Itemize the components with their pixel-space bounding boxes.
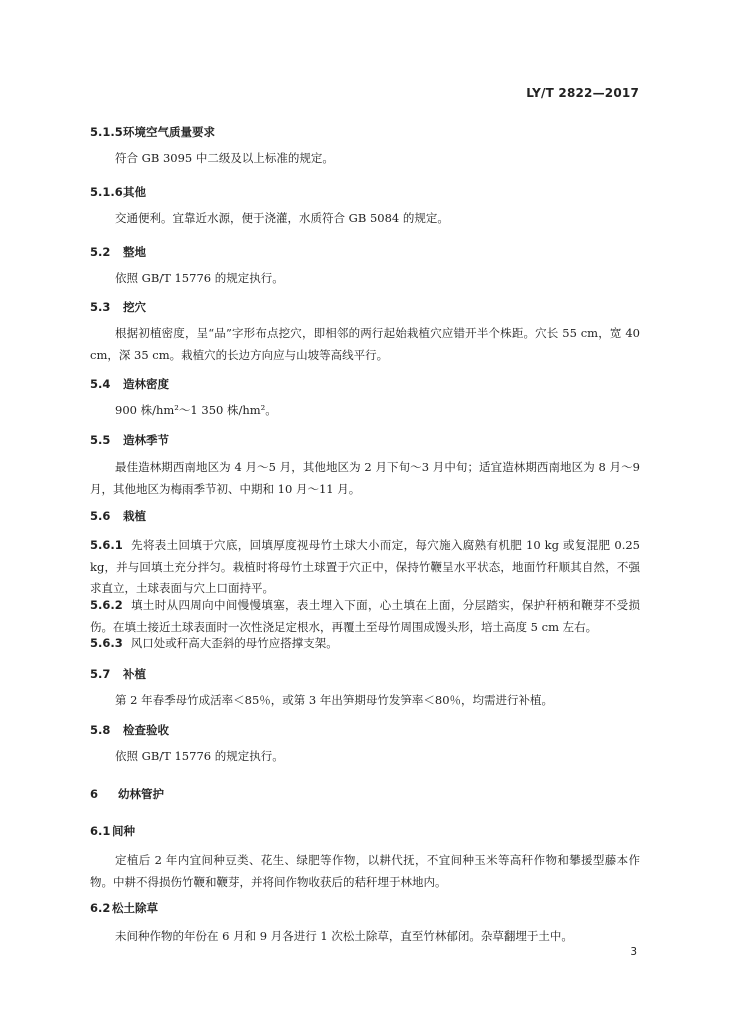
section-number: 5.3 bbox=[90, 300, 111, 314]
section-number: 5.5 bbox=[90, 433, 111, 447]
clause-5-6-1 bbox=[90, 535, 640, 600]
paragraph-5-8: 依照 GB/T 15776 的规定执行。 bbox=[115, 749, 284, 763]
section-title: 间种 bbox=[112, 824, 135, 838]
section-number: 5.1.6 bbox=[90, 185, 123, 199]
section-title: 造林密度 bbox=[123, 377, 169, 391]
heading-5-4 bbox=[90, 376, 169, 392]
section-title: 环境空气质量要求 bbox=[123, 125, 215, 139]
heading-5-5 bbox=[90, 432, 169, 448]
clause-number: 5.6.3 bbox=[90, 636, 123, 650]
section-title: 挖穴 bbox=[123, 300, 146, 314]
section-number: 6.2 bbox=[90, 901, 111, 915]
section-number: 6 bbox=[90, 787, 99, 801]
clause-text: 先将表土回填于穴底，回填厚度视母竹土球大小而定，每穴施入腐熟有机肥 10 kg 或复混肥 0.25 kg，并与回填土充分拌匀。栽植时将母竹土球置于穴正中，保持竹鞭呈水平状态，地面竹秆顺其自然，不强求直立，土球表面与穴上口面持平。 bbox=[90, 538, 640, 595]
clause-text: 填土时从四周向中间慢慢填塞，表土埋入下面，心土填在上面，分层踏实，保护秆柄和鞭芽不受损伤。在填土接近土球表面时一次性浇足定根水，再覆土至母竹周围成馒头形，培土高度 5 cm 左右。 bbox=[90, 598, 640, 634]
paragraph-5-4: 900 株/hm²～1 350 株/hm²。 bbox=[115, 403, 277, 417]
section-number: 5.1.5 bbox=[90, 125, 123, 139]
section-number: 5.7 bbox=[90, 667, 111, 681]
paragraph-5-7: 第 2 年春季母竹成活率＜85％，或第 3 年出笋期母竹发笋率＜80％，均需进行补植。 bbox=[115, 693, 554, 707]
section-number: 5.8 bbox=[90, 723, 111, 737]
heading-5-2 bbox=[90, 244, 146, 260]
heading-5-6 bbox=[90, 508, 146, 524]
clause-number: 5.6.2 bbox=[90, 598, 123, 612]
heading-5-1-6 bbox=[90, 184, 146, 200]
paragraph-5-2: 依照 GB/T 15776 的规定执行。 bbox=[115, 271, 284, 285]
paragraph-5-3: 根据初植密度，呈“品”字形布点挖穴，即相邻的两行起始栽植穴应错开半个株距。穴长 55 cm，宽 40 cm，深 35 cm。栽植穴的长边方向应与山坡等高线平行。 bbox=[90, 326, 640, 362]
section-title: 松土除草 bbox=[112, 901, 158, 915]
section-title: 造林季节 bbox=[123, 433, 169, 447]
clause-text: 风口处或秆高大歪斜的母竹应搭撑支架。 bbox=[130, 636, 338, 650]
paragraph-5-1-6: 交通便利。宜靠近水源，便于浇灌，水质符合 GB 5084 的规定。 bbox=[115, 211, 449, 225]
standard-number-header: LY/T 2822—2017 bbox=[526, 86, 639, 100]
section-number: 5.2 bbox=[90, 245, 111, 259]
clause-5-6-3 bbox=[90, 633, 640, 655]
heading-5-1-5 bbox=[90, 124, 215, 140]
section-number: 6.1 bbox=[90, 824, 111, 838]
clause-number: 5.6.1 bbox=[90, 538, 123, 552]
heading-6-2 bbox=[90, 900, 158, 916]
heading-5-8 bbox=[90, 722, 169, 738]
section-title: 栽植 bbox=[123, 509, 146, 523]
section-number: 5.6 bbox=[90, 509, 111, 523]
section-title: 检查验收 bbox=[123, 723, 169, 737]
page-number: 3 bbox=[630, 946, 637, 958]
section-title: 整地 bbox=[123, 245, 146, 259]
paragraph-5-1-5: 符合 GB 3095 中二级及以上标准的规定。 bbox=[115, 151, 334, 165]
paragraph-6-1: 定植后 2 年内宜间种豆类、花生、绿肥等作物，以耕代抚，不宜间种玉米等高秆作物和攀援型藤本作物。中耕不得损伤竹鞭和鞭芽，并将间作物收获后的秸秆埋于林地内。 bbox=[90, 853, 640, 889]
section-title: 补植 bbox=[123, 667, 146, 681]
heading-6 bbox=[90, 786, 164, 802]
heading-5-3 bbox=[90, 299, 146, 315]
paragraph-5-5: 最佳造林期西南地区为 4 月～5 月，其他地区为 2 月下旬～3 月中旬；适宜造林期西南地区为 8 月～9 月，其他地区为梅雨季节初、中期和 10 月～11 月。 bbox=[90, 460, 640, 496]
section-title: 其他 bbox=[123, 185, 146, 199]
section-title: 幼林管护 bbox=[118, 787, 164, 801]
heading-6-1 bbox=[90, 823, 135, 839]
paragraph-6-2: 未间种作物的年份在 6 月和 9 月各进行 1 次松土除草，直至竹林郁闭。杂草翻埋于土中。 bbox=[115, 929, 573, 943]
section-number: 5.4 bbox=[90, 377, 111, 391]
heading-5-7 bbox=[90, 666, 146, 682]
clause-5-6-2 bbox=[90, 595, 640, 638]
